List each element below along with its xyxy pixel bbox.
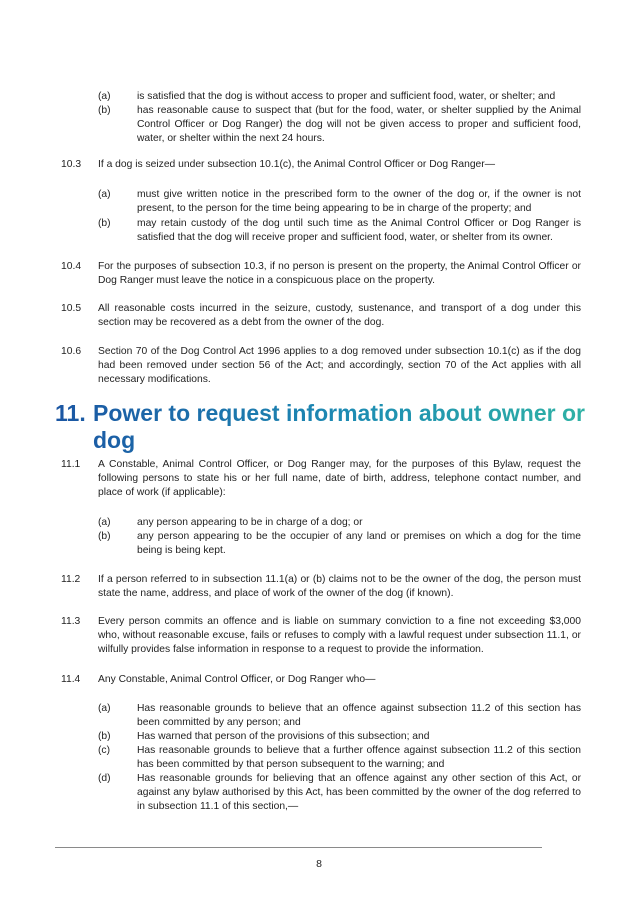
clause-number: 11.4 (61, 674, 81, 685)
list-item (98, 702, 581, 730)
list-item-label: (b) (98, 105, 111, 116)
list-item (98, 104, 581, 147)
list-item (98, 516, 581, 530)
clause-number: 11.1 (61, 459, 81, 470)
list-item-text: Has reasonable grounds for believing that an offence against any other section of this Act, or against any bylaw authorised by this Act, has been committed by the owner of the dog referred to in subsection 11.1 of this section,— (137, 773, 581, 813)
list-item-label: (d) (98, 773, 111, 784)
clause-text: For the purposes of subsection 10.3, if no person is present on the property, the Animal Control Officer or Dog Ranger must leave the notice in a conspicuous place on the property. (98, 261, 581, 287)
clause-number: 11.2 (61, 574, 81, 585)
footer-rule (55, 847, 542, 848)
clause-number: 10.3 (61, 159, 82, 170)
list-item (98, 772, 581, 815)
list-item-text: any person appearing to be the occupier of any land or premises on which a dog for the time being is being kept. (137, 531, 581, 557)
clause-11-1 (61, 458, 581, 501)
list-item-label: (a) (98, 91, 111, 102)
clause-11-4 (61, 673, 581, 687)
clause-number: 10.4 (61, 261, 82, 272)
list-item-text: has reasonable cause to suspect that (but for the food, water, or shelter supplied by the Animal Control Officer or Dog Ranger) the dog will not be given access to proper and sufficient food, water, or shelter within the next 24 hours. (137, 105, 581, 145)
clause-text: If a person referred to in subsection 11.1(a) or (b) claims not to be the owner of the dog, the person must state the name, address, and place of work of the owner of the dog (if known). (98, 574, 581, 600)
list-item (98, 90, 581, 104)
list-item-text: any person appearing to be in charge of a dog; or (137, 517, 363, 528)
list-item-label: (b) (98, 531, 111, 542)
list-item (98, 530, 581, 558)
section-heading (55, 400, 595, 454)
clause-text: Section 70 of the Dog Control Act 1996 applies to a dog removed under subsection 10.1(c) as if the dog had been removed under section 56 of the Act; and accordingly, section 70 of the Act applies with all necessary modifications. (98, 346, 581, 386)
list-item-text: may retain custody of the dog until such time as the Animal Control Officer or Dog Ranger is satisfied that the dog will receive proper and sufficient food, water, or shelter from its owner. (137, 218, 581, 244)
clause-text: A Constable, Animal Control Officer, or Dog Ranger may, for the purposes of this Bylaw, request the following persons to state his or her full name, date of birth, address, telephone contact number, and place of work (if applicable): (98, 459, 581, 499)
clause-number: 10.5 (61, 303, 82, 314)
list-item-label: (b) (98, 731, 111, 742)
clause-10-3 (61, 158, 581, 172)
list-item-text: Has reasonable grounds to believe that a further offence against subsection 11.2 of this section has been committed by that person subsequent to the warning; and (137, 745, 581, 771)
clause-10-6 (61, 345, 581, 388)
list-item-label: (a) (98, 189, 111, 200)
list-item (98, 744, 581, 772)
list-item (98, 188, 581, 216)
section-number: 11. (55, 400, 86, 426)
clause-number: 10.6 (61, 346, 82, 357)
clause-text: Every person commits an offence and is liable on summary conviction to a fine not exceeding $3,000 who, without reasonable excuse, fails or refuses to comply with a lawful request under subsection 11.1, or wilfully provides false information in response to a request to provide the information. (98, 616, 581, 656)
list-item (98, 730, 581, 744)
page-number: 8 (316, 858, 322, 870)
list-item-label: (b) (98, 218, 111, 229)
list-item-text: is satisfied that the dog is without access to proper and sufficient food, water, or shelter; and (137, 91, 556, 102)
list-item (98, 217, 581, 245)
clause-10-5 (61, 302, 581, 330)
clause-text: If a dog is seized under subsection 10.1(c), the Animal Control Officer or Dog Ranger— (98, 159, 496, 170)
list-item-label: (c) (98, 745, 111, 756)
list-item-text: Has warned that person of the provisions of this subsection; and (137, 731, 430, 742)
list-item-label: (a) (98, 703, 111, 714)
clause-text: Any Constable, Animal Control Officer, or Dog Ranger who— (98, 674, 376, 685)
section-title-line-1: Power to request information about owner or (93, 400, 585, 426)
clause-text: All reasonable costs incurred in the seizure, custody, sustenance, and transport of a dog under this section may be recovered as a debt from the owner of the dog. (98, 303, 581, 329)
list-item-text: Has reasonable grounds to believe that an offence against subsection 11.2 of this section has been committed by any person; and (137, 703, 581, 729)
section-title-line-2: dog (93, 427, 136, 453)
clause-10-4 (61, 260, 581, 288)
clause-11-3 (61, 615, 581, 658)
clause-11-2 (61, 573, 581, 601)
clause-number: 11.3 (61, 616, 81, 627)
list-item-text: must give written notice in the prescribed form to the owner of the dog or, if the owner is not present, to the person for the time being appearing to be in charge of the property; and (137, 189, 581, 215)
list-item-label: (a) (98, 517, 111, 528)
